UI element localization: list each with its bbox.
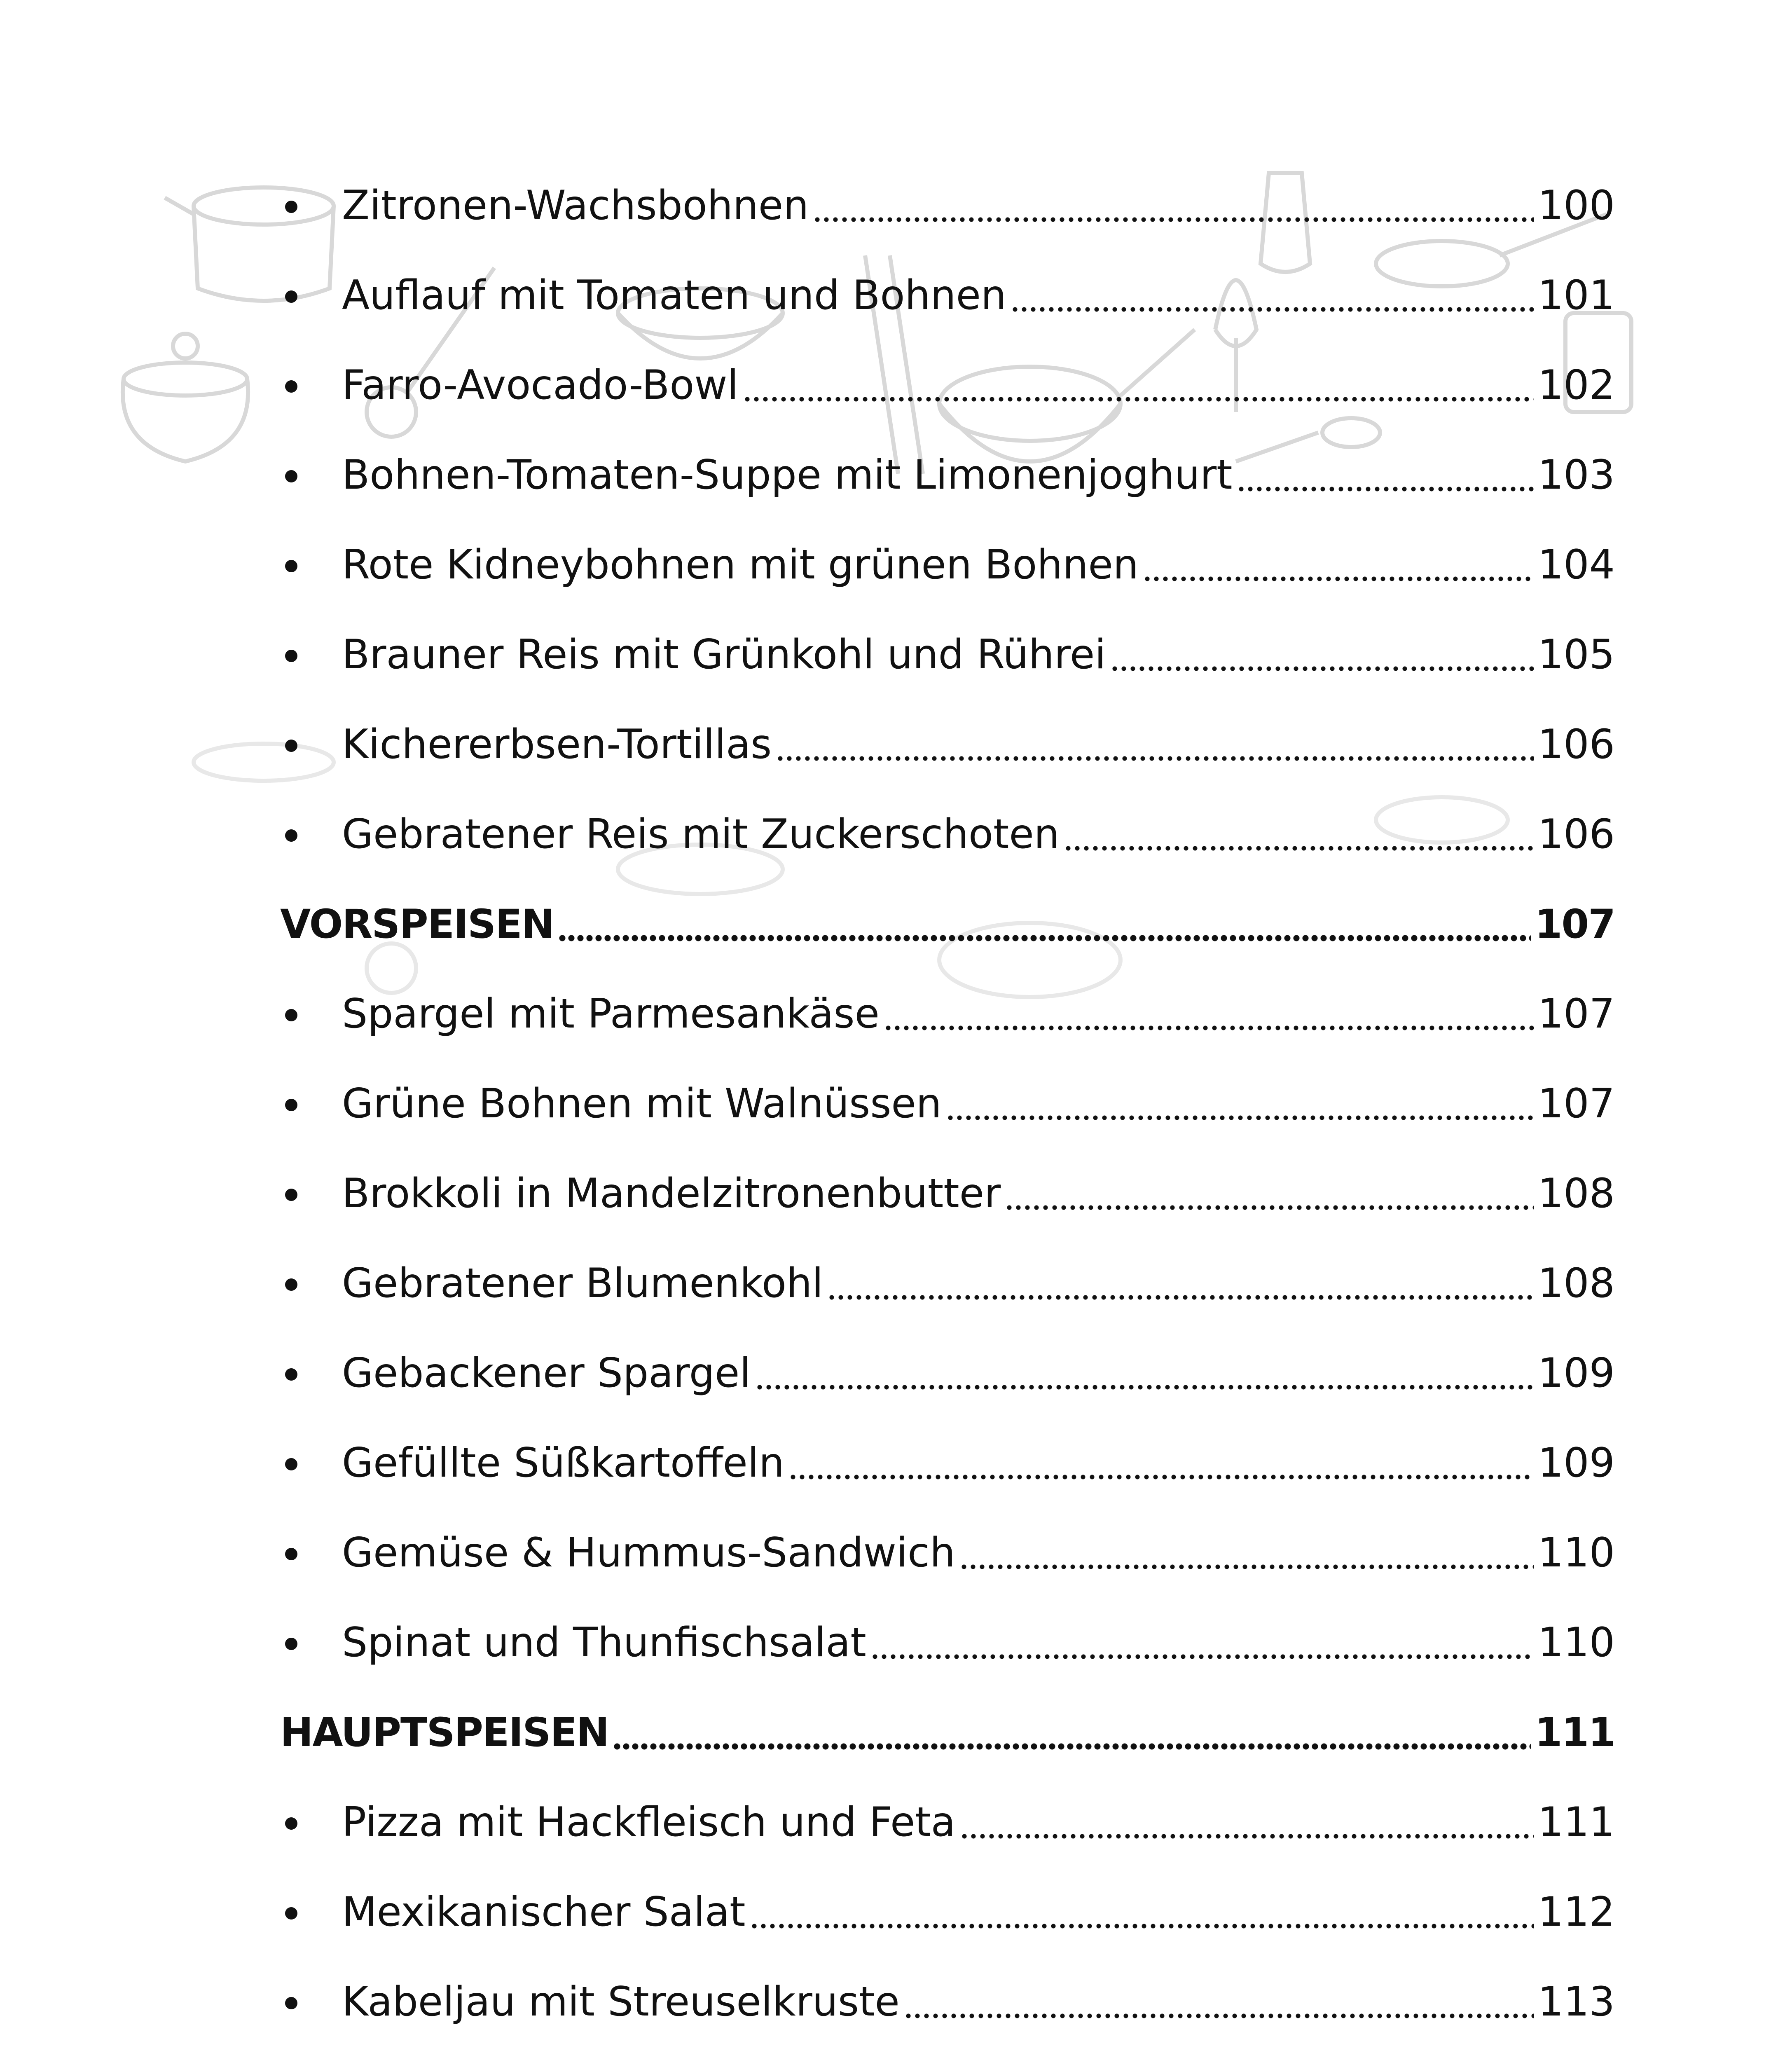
bullet [285,1638,297,1650]
toc-entry[interactable] [280,1598,1615,1688]
toc-entry-title: Farro-Avocado-Bowl [342,362,739,409]
toc-entry-title: Spinat und Thunfischsalat [342,1619,866,1666]
toc-entry-title: Spargel mit Parmesankäse [342,990,880,1037]
bullet [285,1189,297,1201]
section-page: 107 [1535,901,1615,947]
toc-entry-title: Kichererbsen-Tortillas [342,721,772,768]
dot-leader [1005,1173,1534,1214]
toc-entry-title: Gebratener Reis mit Zuckerschoten [342,811,1060,858]
toc-entry[interactable] [280,1149,1615,1238]
toc-entry-title: Zitronen-Wachsbohnen [342,182,809,229]
dot-leader [755,1353,1534,1393]
toc-entry[interactable] [280,1777,1615,1867]
toc-section-hauptspeisen[interactable] [280,1688,1615,1777]
toc-entry-title: Pizza mit Hackfleisch und Feta [342,1799,956,1846]
toc-entry-title: Brokkoli in Mandelzitronenbutter [342,1170,1001,1217]
toc-entry-page: 109 [1537,1440,1615,1486]
toc-entry-page: 109 [1537,1350,1615,1397]
dot-leader [1143,545,1534,585]
toc-entry-title: Gemüse & Hummus-Sandwich [342,1529,956,1576]
toc-entry[interactable] [280,1867,1615,1957]
bullet [285,1368,297,1381]
toc-entry-title: Brauner Reis mit Grünkohl und Rührei [342,631,1106,678]
bullet [285,201,297,213]
toc-entry-page: 107 [1537,990,1615,1037]
dot-leader [788,1443,1534,1483]
toc-entry[interactable] [280,250,1615,340]
toc-entry-page: 101 [1537,272,1615,319]
toc-entry[interactable] [280,610,1615,700]
toc-entry[interactable] [280,1418,1615,1508]
lidded-pot-icon [123,334,248,461]
toc-entry-page: 112 [1537,1889,1615,1936]
toc-entry-page: 100 [1537,182,1615,229]
dot-leader [813,185,1534,226]
toc-entry-page: 106 [1537,811,1615,858]
toc-entry-title: Gebratener Blumenkohl [342,1260,823,1307]
bullet [285,560,297,572]
toc-entry[interactable] [280,1957,1615,2047]
dot-leader [776,724,1534,765]
toc-entry-page: 106 [1537,721,1615,768]
section-page: 111 [1535,1709,1615,1756]
toc-entry[interactable] [280,520,1615,610]
toc-entry-title: Kabeljau mit Streuselkruste [342,1978,900,2025]
dot-leader [884,994,1534,1034]
bullet [285,290,297,303]
dot-leader [959,1533,1534,1573]
toc-entry-page: 104 [1537,541,1615,588]
dot-leader [1064,814,1534,854]
bullet [285,1009,297,1021]
toc-entry[interactable] [280,430,1615,520]
toc-entry-page: 110 [1537,1619,1615,1666]
toc-entry[interactable] [280,1059,1615,1149]
toc-section-vorspeisen[interactable] [280,879,1615,969]
toc-entry[interactable] [280,161,1615,250]
dot-leader [1110,634,1534,675]
dot-leader [904,1982,1534,2022]
bullet [285,1548,297,1560]
toc-entry[interactable] [280,340,1615,430]
dot-leader [1237,455,1534,495]
toc-entry-title: Bohnen-Tomaten-Suppe mit Limonenjoghurt [342,452,1233,499]
bullet [285,1997,297,2009]
dot-leader [870,1622,1534,1663]
bullet [285,740,297,752]
dot-leader [558,904,1531,944]
bullet [285,829,297,842]
table-of-contents [280,161,1615,2060]
toc-entry[interactable] [280,2047,1615,2060]
toc-entry-title: Grüne Bohnen mit Walnüssen [342,1080,942,1127]
toc-entry-page: 102 [1537,362,1615,409]
dot-leader [743,365,1534,405]
dot-leader [750,1892,1534,1932]
dot-leader [613,1712,1530,1753]
dot-leader [946,1084,1534,1124]
toc-entry[interactable] [280,969,1615,1059]
bullet [285,1099,297,1111]
toc-entry-page: 107 [1537,1080,1615,1127]
toc-entry-title: Mexikanischer Salat [342,1889,746,1936]
toc-entry[interactable] [280,1238,1615,1328]
toc-entry-page: 113 [1537,1978,1615,2025]
bullet [285,470,297,482]
bullet [285,1458,297,1470]
dot-leader [960,1802,1534,1842]
toc-entry[interactable] [280,1328,1615,1418]
toc-entry-page: 108 [1537,1260,1615,1307]
bullet [285,1907,297,1920]
bullet [285,650,297,662]
section-title: VORSPEISEN [280,901,554,947]
toc-entry-page: 105 [1537,631,1615,678]
toc-entry-title: Gebackener Spargel [342,1350,751,1397]
bullet [285,380,297,393]
toc-entry-title: Gefüllte Süßkartoffeln [342,1440,785,1486]
toc-entry-title: Rote Kidneybohnen mit grünen Bohnen [342,541,1139,588]
toc-entry-title: Auflauf mit Tomaten und Bohnen [342,272,1007,319]
toc-entry-page: 103 [1537,452,1615,499]
toc-entry-page: 108 [1537,1170,1615,1217]
toc-entry-page: 110 [1537,1529,1615,1576]
toc-entry[interactable] [280,789,1615,879]
bullet [285,1278,297,1291]
section-title: HAUPTSPEISEN [280,1709,609,1756]
dot-leader [827,1263,1534,1304]
toc-entry[interactable] [280,1508,1615,1598]
bullet [285,1817,297,1830]
toc-entry-page: 111 [1537,1799,1615,1846]
dot-leader [1011,275,1534,316]
toc-entry[interactable] [280,700,1615,789]
